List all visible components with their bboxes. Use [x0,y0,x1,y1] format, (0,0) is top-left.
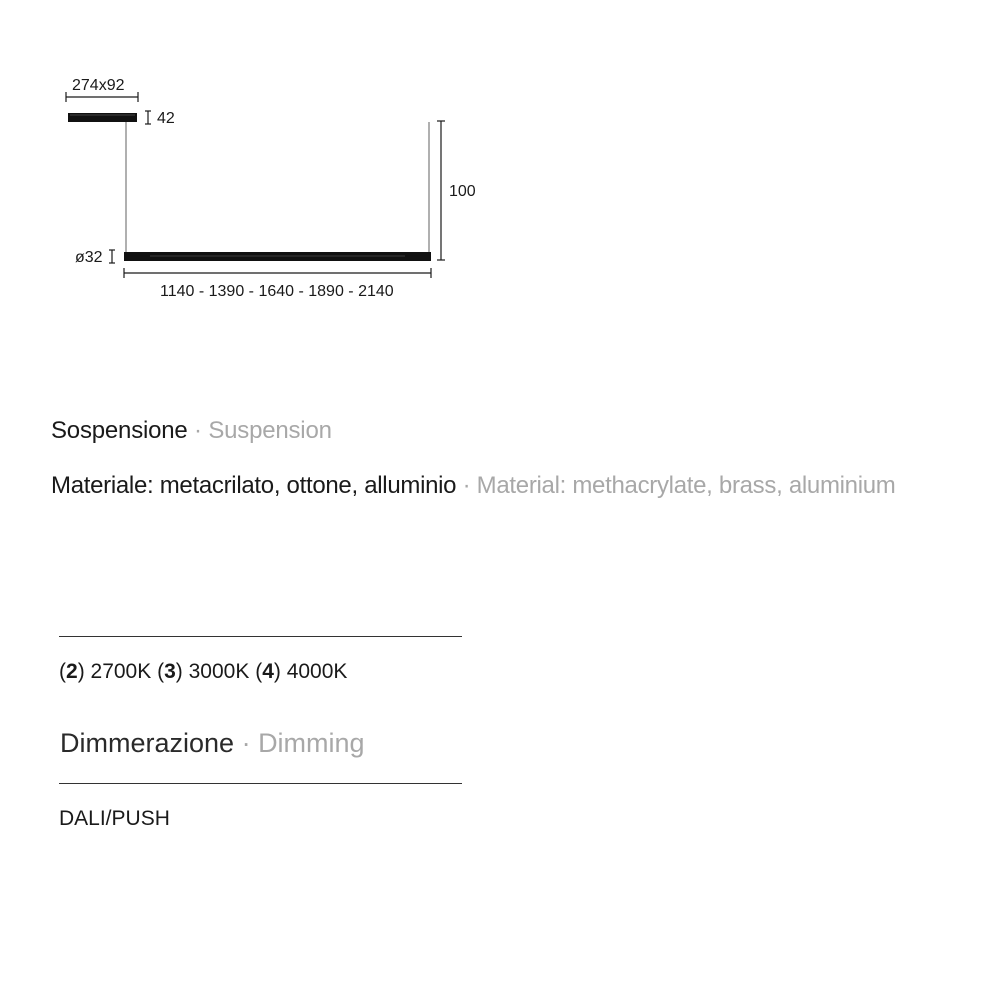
dimming-en: Dimming [258,728,365,758]
dimming-heading [60,728,365,759]
product-type [51,417,332,445]
temp-option: (2) 2700K [59,660,152,683]
divider-bottom [59,783,462,784]
canopy [68,113,137,122]
product-type-en: Suspension [208,417,332,444]
divider-top [59,636,462,637]
material-it: Materiale: metacrilato, ottone, alluminio [51,472,457,499]
separator: · [187,417,209,444]
length-options-label: 1140 - 1390 - 1640 - 1890 - 2140 [160,283,394,300]
fixture-drawing [0,0,1000,320]
product-type-it: Sospensione [51,417,188,444]
canopy-width-dimension [66,77,138,102]
suspension-height-label: 100 [449,183,476,200]
separator: · [234,728,259,758]
tube-diameter-dimension [75,249,115,266]
canopy-height-label: 42 [157,110,175,127]
material [51,472,896,500]
canopy-height-dimension [145,110,175,127]
separator: · [456,472,477,499]
material-en: Material: methacrylate, brass, aluminium [476,472,896,499]
length-dimension [124,268,431,300]
dimming-value: DALI/PUSH [59,807,170,830]
canopy-dim-label: 274x92 [72,77,125,94]
temp-option: (4) 4000K [255,660,348,683]
color-temperatures [59,660,347,684]
temp-option: (3) 3000K [157,660,250,683]
suspension-height-dimension [437,121,476,260]
tube-diameter-label: ø32 [75,249,103,266]
dimming-it: Dimmerazione [60,728,235,758]
